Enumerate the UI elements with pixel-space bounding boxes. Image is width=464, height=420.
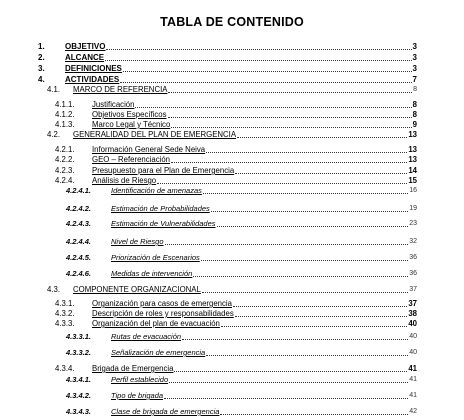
toc-entry[interactable]: [0, 284, 464, 296]
toc-entry-page: 38: [408, 309, 417, 318]
toc-entry[interactable]: [0, 390, 464, 402]
toc-entry-page: 40: [409, 349, 417, 356]
toc-entry-number: 4.2.4.4.: [66, 237, 92, 246]
toc-dot-leader: [168, 117, 412, 118]
toc-entry-page: 14: [408, 166, 417, 175]
toc-entry-page: 41: [409, 376, 417, 383]
toc-entry-number: 4.2.4.2.: [66, 204, 92, 213]
toc-entry[interactable]: [0, 331, 464, 343]
toc-entry-number: 4.2.4.5.: [66, 253, 92, 262]
toc-entry-number: 4.3.4.1.: [66, 375, 92, 384]
toc-entry-label[interactable]: Análisis de Riesgo: [92, 176, 157, 185]
toc-entry-page: 16: [409, 187, 417, 194]
toc-dot-leader: [106, 49, 411, 50]
toc-entry-page: 3: [412, 42, 417, 51]
toc-entry-label[interactable]: Identificación de amenazas: [111, 186, 202, 195]
toc-entry-number: 4.1.3.: [55, 120, 75, 129]
toc-entry[interactable]: [0, 218, 464, 230]
toc-entry-label[interactable]: DEFINICIONES: [65, 64, 122, 73]
toc-entry-label[interactable]: ALCANCE: [65, 53, 105, 62]
toc-dot-leader: [135, 107, 411, 108]
toc-entry-label[interactable]: Estimación de Probabilidades: [111, 204, 210, 213]
toc-entry-number: 4.3.1.: [55, 299, 75, 308]
toc-entry-number: 4.2.1.: [55, 145, 75, 154]
toc-entry-label[interactable]: ACTIVIDADES: [65, 75, 120, 84]
toc-dot-leader: [171, 127, 411, 128]
toc-entry-page: 3: [412, 53, 417, 62]
toc-dot-leader: [171, 162, 407, 163]
toc-dot-leader: [220, 414, 408, 415]
toc-entry-page: 32: [409, 238, 417, 245]
toc-entry-label[interactable]: Objetivos Específicos: [92, 110, 167, 119]
toc-entry-label[interactable]: Clase de brigada de emergencia: [111, 407, 220, 416]
toc-dot-leader: [206, 355, 408, 356]
toc-entry-page: 3: [412, 64, 417, 73]
toc-entry-page: 41: [409, 392, 417, 399]
toc-entry-number: 1.: [38, 42, 45, 51]
toc-title: TABLA DE CONTENIDO: [160, 15, 304, 29]
toc-entry-label[interactable]: Justificación: [92, 100, 135, 109]
toc-dot-leader: [120, 82, 411, 83]
toc-entry[interactable]: [0, 236, 464, 248]
toc-entry-number: 4.2.4.: [55, 176, 75, 185]
toc-entry-number: 4.2.4.1.: [66, 186, 92, 195]
toc-entry-page: 37: [408, 299, 417, 308]
toc-dot-leader: [157, 183, 407, 184]
toc-dot-leader: [174, 371, 407, 372]
toc-entry-label[interactable]: COMPONENTE ORGANIZACIONAL: [73, 285, 201, 294]
toc-entry-number: 4.2.: [47, 130, 61, 139]
toc-dot-leader: [201, 260, 408, 261]
toc-entry-number: 4.2.4.3.: [66, 219, 92, 228]
toc-entry-page: 7: [412, 75, 417, 84]
toc-dot-leader: [168, 92, 412, 93]
toc-entry-label[interactable]: Estimación de Vulnerabilidades: [111, 219, 216, 228]
toc-entry-label[interactable]: MARCO DE REFERENCIA: [73, 85, 168, 94]
toc-entry-number: 4.2.2.: [55, 155, 75, 164]
toc-dot-leader: [202, 292, 408, 293]
toc-entry-label[interactable]: Nivel de Riesgo: [111, 237, 164, 246]
toc-entry-number: 4.3.4.2.: [66, 391, 92, 400]
toc-entry[interactable]: [0, 318, 464, 330]
toc-dot-leader: [206, 152, 407, 153]
toc-entry-label[interactable]: Medidas de intervención: [111, 269, 193, 278]
toc-entry-number: 4.: [38, 75, 45, 84]
toc-entry-page: 41: [408, 364, 417, 373]
toc-entry-page: 13: [408, 155, 417, 164]
toc-dot-leader: [237, 137, 407, 138]
toc-dot-leader: [217, 226, 409, 227]
toc-entry-page: 37: [409, 286, 417, 293]
toc-entry-label[interactable]: Organización del plan de evacuación: [92, 319, 220, 328]
toc-entry[interactable]: [0, 203, 464, 215]
toc-entry-page: 13: [408, 145, 417, 154]
toc-entry-label[interactable]: Organización para casos de emergencia: [92, 299, 232, 308]
toc-dot-leader: [235, 316, 408, 317]
toc-dot-leader: [165, 244, 409, 245]
toc-entry-number: 4.3.2.: [55, 309, 75, 318]
toc-entry-page: 40: [408, 319, 417, 328]
toc-entry-label[interactable]: Priorización de Escenarios: [111, 253, 200, 262]
toc-dot-leader: [221, 326, 407, 327]
toc-entry-number: 3.: [38, 64, 45, 73]
toc-dot-leader: [211, 211, 408, 212]
toc-entry[interactable]: [0, 347, 464, 359]
toc-entry-page: 13: [408, 130, 417, 139]
toc-entry-label[interactable]: OBJETIVO: [65, 42, 106, 51]
toc-entry-number: 4.3.4.: [55, 364, 75, 373]
toc-entry-page: 8: [413, 86, 417, 93]
toc-dot-leader: [193, 276, 408, 277]
toc-entry-page: 42: [409, 408, 417, 415]
toc-entry-label[interactable]: Rutas de evacuación: [111, 332, 182, 341]
toc-dot-leader: [105, 60, 411, 61]
toc-entry-label[interactable]: Señalización de emergencia: [111, 348, 206, 357]
toc-entry[interactable]: [0, 406, 464, 418]
toc-entry[interactable]: [0, 252, 464, 264]
toc-entry-number: 4.2.3.: [55, 166, 75, 175]
toc-entry-page: 40: [409, 333, 417, 340]
toc-entry[interactable]: [0, 268, 464, 280]
toc-entry-page: 9: [412, 120, 417, 129]
toc-entry-number: 4.2.4.6.: [66, 269, 92, 278]
toc-entry-label[interactable]: Tipo de brigada: [111, 391, 164, 400]
toc-dot-leader: [164, 398, 408, 399]
toc-entry[interactable]: [0, 129, 464, 141]
toc-dot-leader: [123, 71, 412, 72]
toc-entry-number: 2.: [38, 53, 45, 62]
toc-entry-label[interactable]: Descripción de roles y responsabilidades: [92, 309, 234, 318]
toc-entry-number: 4.3.3.1.: [66, 332, 92, 341]
toc-dot-leader: [233, 306, 407, 307]
toc-entry-label[interactable]: Información General Sede Neiva: [92, 145, 206, 154]
toc-entry-label[interactable]: Brigada de Emergencia: [92, 364, 174, 373]
toc-dot-leader: [169, 382, 408, 383]
toc-entry-label[interactable]: Presupuesto para el Plan de Emergencia: [92, 166, 235, 175]
toc-entry-number: 4.1.2.: [55, 110, 75, 119]
toc-entry-label[interactable]: Perfil establecido: [111, 375, 169, 384]
toc-entry-number: 4.3.4.3.: [66, 407, 92, 416]
toc-entry-number: 4.3.: [47, 285, 61, 294]
toc-entry[interactable]: [0, 374, 464, 386]
toc-entry-page: 8: [412, 100, 417, 109]
toc-entry-page: 23: [409, 220, 417, 227]
toc-entry-page: 19: [409, 205, 417, 212]
toc-entry-page: 15: [408, 176, 417, 185]
toc-entry-number: 4.3.3.2.: [66, 348, 92, 357]
toc-dot-leader: [235, 173, 407, 174]
toc-entry-label[interactable]: GEO – Referenciación: [92, 155, 171, 164]
toc-dot-leader: [203, 193, 408, 194]
toc-dot-leader: [182, 339, 408, 340]
toc-entry-label[interactable]: GENERALIDAD DEL PLAN DE EMERGENCIA: [73, 130, 237, 139]
toc-entry-number: 4.3.3.: [55, 319, 75, 328]
toc-entry-page: 36: [409, 254, 417, 261]
toc-entry-page: 36: [409, 270, 417, 277]
toc-entry-label[interactable]: Marco Legal y Técnico: [92, 120, 171, 129]
toc-entry-page: 8: [412, 110, 417, 119]
toc-entry[interactable]: [0, 185, 464, 197]
toc-entry-number: 4.1.1.: [55, 100, 75, 109]
toc-entry[interactable]: [0, 84, 464, 96]
toc-entry-number: 4.1.: [47, 85, 61, 94]
